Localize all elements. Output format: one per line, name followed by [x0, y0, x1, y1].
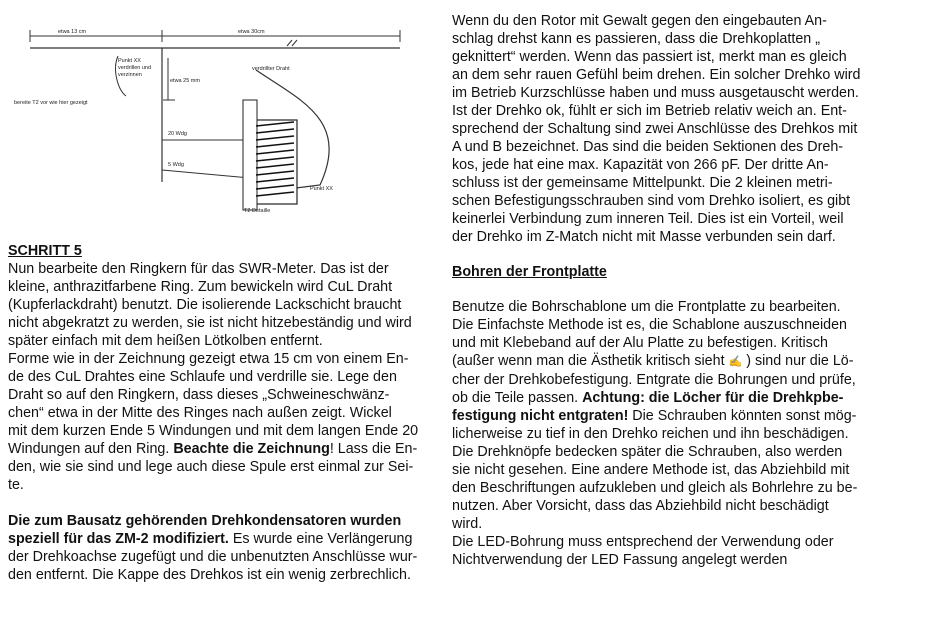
text-line: te. — [8, 477, 24, 493]
label-t2-detail: T2 Detaille — [244, 208, 271, 214]
text-line: den, wie sie sind und lege auch diese Spule erst einmal zur Sei- — [8, 459, 414, 475]
label-verzinnen: verzinnen — [118, 72, 142, 78]
text-line: Wenn du den Rotor mit Gewalt gegen den eingebauten An- — [452, 13, 827, 29]
text-line — [452, 407, 896, 425]
text-line: Die LED-Bohrung muss entsprechend der Verwendung oder — [452, 534, 834, 550]
text-line: de des CuL Drahtes eine Schlaufe und verdrille sie. Lege den — [8, 369, 397, 385]
text-segment: ob die Teile passen. — [452, 390, 583, 406]
text-line: Die Einfachste Methode ist es, die Schablone auszuschneiden — [452, 317, 848, 333]
text-segment: (außer wenn man die Ästhetik kritisch sieht — [452, 353, 729, 369]
text-line: Die Drehknöpfe bedecken später die Schrauben, also werden — [452, 444, 843, 460]
text-line: (Kupferlackdraht) benutzt. Die isolierende Lackschicht braucht — [8, 297, 402, 313]
label-5wdg: 5 Wdg — [168, 162, 184, 168]
text-line: an dem sehr rauen Gefühl beim drehen. Ein solcher Drehko wird — [452, 67, 861, 83]
text-line: Forme wie in der Zeichnung gezeigt etwa 15 cm von einem En- — [8, 351, 409, 367]
text-line: schlag drehst kann es passieren, dass die Drehkoplatten „ — [452, 31, 820, 47]
text-line: Benutze die Bohrschablone um die Frontplatte zu bearbeiten. — [452, 299, 841, 315]
text-segment: ! Lass die En- — [329, 441, 418, 457]
emphasis-text: Die zum Bausatz gehörenden Drehkondensatoren wurden — [8, 513, 402, 529]
text-line: kos, jede hat eine max. Kapazität von 266 pF. Der dritte An- — [452, 157, 829, 173]
writing-hand-icon: ✍ — [728, 356, 743, 368]
text-segment: Es wurde eine Verlängerung — [228, 531, 413, 547]
emphasis-text: Beachte die Zeichnung — [173, 441, 330, 457]
text-line: sprechend der Schaltung sind zwei Anschlüsse des Drehkos mit — [452, 121, 858, 137]
text-line: Nichtverwendung der LED Fassung angelegt werden — [452, 552, 788, 568]
frontplate-heading: Bohren der Frontplatte — [452, 264, 607, 280]
text-line: Nun bearbeite den Ringkern für das SWR-Meter. Das ist der — [8, 261, 389, 277]
text-line: wird. — [452, 516, 483, 532]
emphasis-text: Achtung: die Löcher für die Drehkpbe- — [582, 390, 844, 406]
emphasis-text: speziell für das ZM-2 modifiziert. — [8, 531, 229, 547]
label-punkt-xx-top: Punkt XX — [118, 58, 141, 64]
text-line: Draht so auf den Ringkern, dass dieses „Schweineschwänz- — [8, 387, 390, 403]
rotor-paragraph — [452, 12, 896, 246]
label-verdrillter-draht: verdrillter Draht — [252, 66, 290, 72]
right-column — [452, 12, 896, 569]
text-line: der Drehkoachse zugefügt und die unbenutzten Anschlüsse wur- — [8, 549, 418, 565]
text-line: der Drehko im Z-Match nicht mit Masse verbunden sein darf. — [452, 229, 836, 245]
text-line — [8, 530, 446, 548]
text-line — [8, 512, 446, 530]
text-line: den Beschriftungen aufzukleben und gleich als Bohrlehre zu be- — [452, 480, 858, 496]
text-line: licherweise zu tief in den Drehko reichen und ihn beschädigen. — [452, 426, 849, 442]
text-line: später einfach mit dem heißen Lötkolben entfernt. — [8, 333, 323, 349]
text-line: und mit Klebeband auf der Alu Platte zu befestigen. Kritisch — [452, 335, 828, 351]
text-line: geknittert“ werden. Wenn das passiert ist, merkt man es gleich — [452, 49, 847, 65]
text-line: sie nicht gesehen. Eine andere Methode ist, das Abziehbild mit — [452, 462, 850, 478]
label-punkt-xx-bottom: Punkt XX — [310, 186, 333, 192]
text-line: keinerlei Verbindung zum inneren Teil. Dies ist ein Vorteil, weil — [452, 211, 844, 227]
label-len30: etwa 30cm — [238, 29, 265, 35]
capacitor-paragraph — [8, 512, 446, 584]
text-line — [452, 352, 896, 371]
text-line: kleine, anthrazitfarbene Ring. Zum bewickeln wird CuL Draht — [8, 279, 393, 295]
step5-paragraph — [8, 260, 446, 494]
left-column — [8, 242, 446, 584]
text-line: schluss ist der gemeinsame Mittelpunkt. Die 2 kleinen metri- — [452, 175, 833, 191]
label-20wdg: 20 Wdg — [168, 131, 187, 137]
step5-heading: SCHRITT 5 — [8, 243, 82, 259]
text-line: Ist der Drehko ok, fühlt er sich im Betrieb relativ weich an. Ent- — [452, 103, 847, 119]
text-line: nutzen. Aber Vorsicht, dass das Abziehbild nicht beschädigt — [452, 498, 829, 514]
text-line: mit dem kurzen Ende 5 Windungen und mit dem langen Ende 20 — [8, 423, 419, 439]
frontplate-paragraph — [452, 298, 896, 569]
text-line: chen“ etwa in der Mitte des Ringes nach außen zeigt. Wickel — [8, 405, 392, 421]
label-verdrillen: verdrillen und — [118, 65, 152, 71]
text-line: schen Befestigungsschrauben sind vom Drehko isoliert, es gibt — [452, 193, 851, 209]
text-line: cher der Drehkobefestigung. Entgrate die Bohrungen und prüfe, — [452, 372, 856, 388]
text-line — [452, 389, 896, 407]
text-segment: ) sind nur die Lö- — [742, 353, 854, 369]
text-segment: Windungen auf den Ring. — [8, 441, 174, 457]
label-t2-side: bereite T2 vor wie hier gezeigt — [14, 100, 88, 106]
text-line: im Betrieb Kurzschlüsse haben und muss ausgetauscht werden. — [452, 85, 859, 101]
text-line — [8, 440, 446, 458]
t2-wiring-diagram — [0, 0, 440, 238]
emphasis-text: festigung nicht entgraten! — [452, 408, 629, 424]
text-segment: Die Schrauben könnten sonst mög- — [628, 408, 857, 424]
text-line: A und B bezeichnet. Das sind die beiden Sektionen des Dreh- — [452, 139, 844, 155]
text-line: nicht abgekratzt zu werden, sie ist nicht hitzebeständig und wird — [8, 315, 412, 331]
label-len13: etwa 13 cm — [58, 29, 87, 35]
text-line: den entfernt. Die Kappe des Drehkos ist ein wenig zerbrechlich. — [8, 567, 411, 583]
label-25mm: etwa 25 mm — [170, 78, 200, 84]
